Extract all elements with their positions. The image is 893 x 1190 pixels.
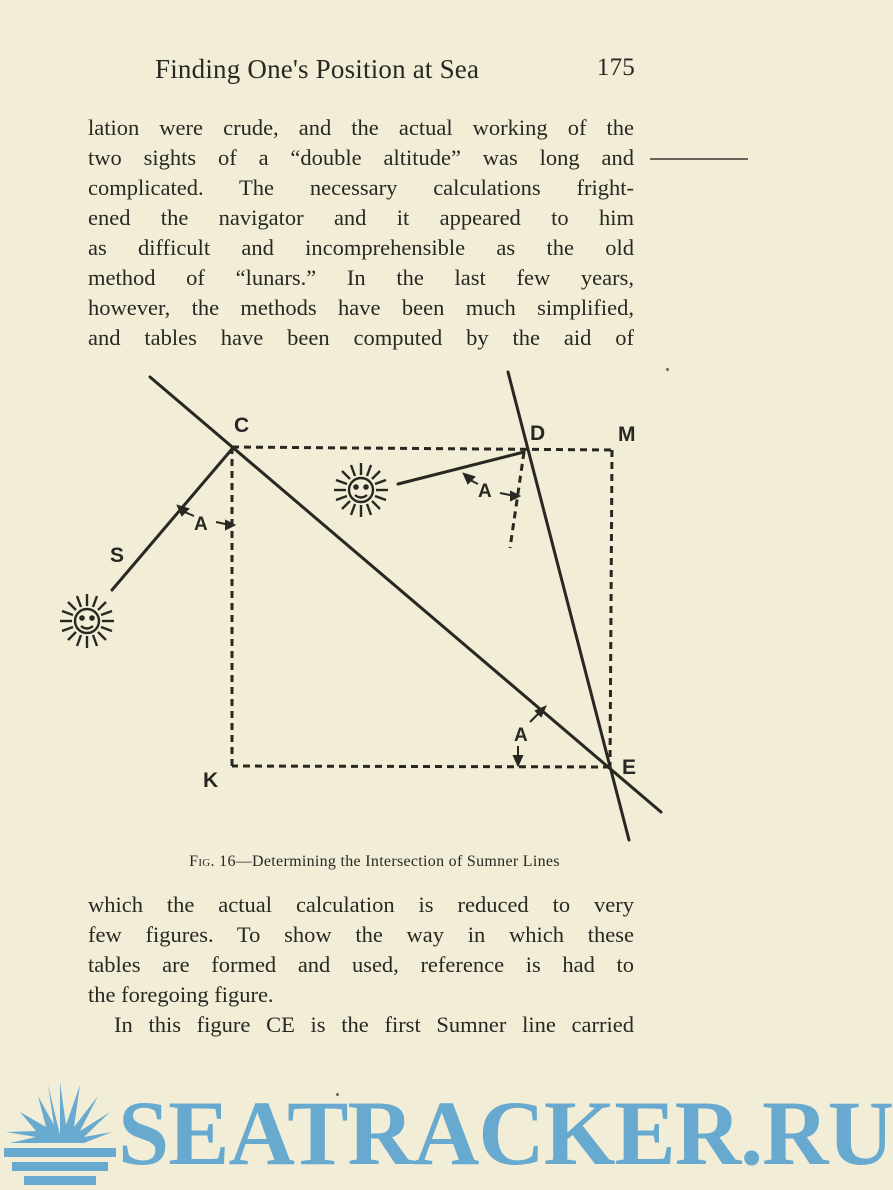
dashed-right-edge xyxy=(610,450,612,767)
text-line: In this figure CE is the first Sumner line carried xyxy=(114,1012,634,1037)
caption-text: —Determining the Intersection of Sumner Lines xyxy=(235,853,560,870)
text-line: method of “lunars.” In the last few years, xyxy=(88,265,634,290)
figure-number: Fig. 16 xyxy=(189,853,236,870)
watermark-text: SEATRACKER.RU xyxy=(118,1082,893,1184)
paragraph-1 xyxy=(88,113,634,353)
text-line: which the actual calculation is reduced to very xyxy=(88,892,634,917)
angle-label-right: A xyxy=(478,481,492,502)
text-line: ened the navigator and it appeared to him xyxy=(88,205,634,230)
sumner-lines-figure xyxy=(0,360,749,850)
paragraph-2 xyxy=(88,890,634,1010)
text-line: the foregoing figure. xyxy=(88,982,274,1007)
label-k: K xyxy=(203,769,219,792)
running-title: Finding One's Position at Sea xyxy=(155,54,480,84)
angle-label-left: A xyxy=(194,514,208,535)
label-m: M xyxy=(618,423,636,446)
text-line: as difficult and incomprehensible as the old xyxy=(88,235,634,260)
text-line: lation were crude, and the actual working of the xyxy=(88,115,634,140)
sun-icon xyxy=(60,594,114,648)
text-line: complicated. The necessary calculations fright- xyxy=(88,175,634,200)
sumner-line-ce xyxy=(150,377,661,812)
label-d: D xyxy=(530,422,546,445)
dashed-top-edge xyxy=(232,447,612,450)
sun-ray-to-d xyxy=(398,452,524,484)
text-line: tables are formed and used, reference is had to xyxy=(88,952,634,977)
dashed-bottom-edge xyxy=(232,766,610,767)
margin-rule xyxy=(650,158,748,160)
label-c: C xyxy=(234,414,250,437)
figure-caption xyxy=(0,853,749,871)
label-e: E xyxy=(622,756,637,779)
sun-icon xyxy=(334,463,388,517)
label-s: S xyxy=(110,544,125,567)
text-line: however, the methods have been much simplified, xyxy=(88,295,634,320)
text-line: and tables have been computed by the aid of xyxy=(88,325,634,350)
text-line: few figures. To show the way in which these xyxy=(88,922,634,947)
page-number: 175 xyxy=(596,54,635,81)
sun-ray-to-c xyxy=(112,449,232,590)
paragraph-3 xyxy=(114,1010,634,1040)
text-line: two sights of a “double altitude” was long and xyxy=(88,145,634,170)
page-header xyxy=(155,54,635,90)
angle-label-bottom: A xyxy=(514,725,528,746)
